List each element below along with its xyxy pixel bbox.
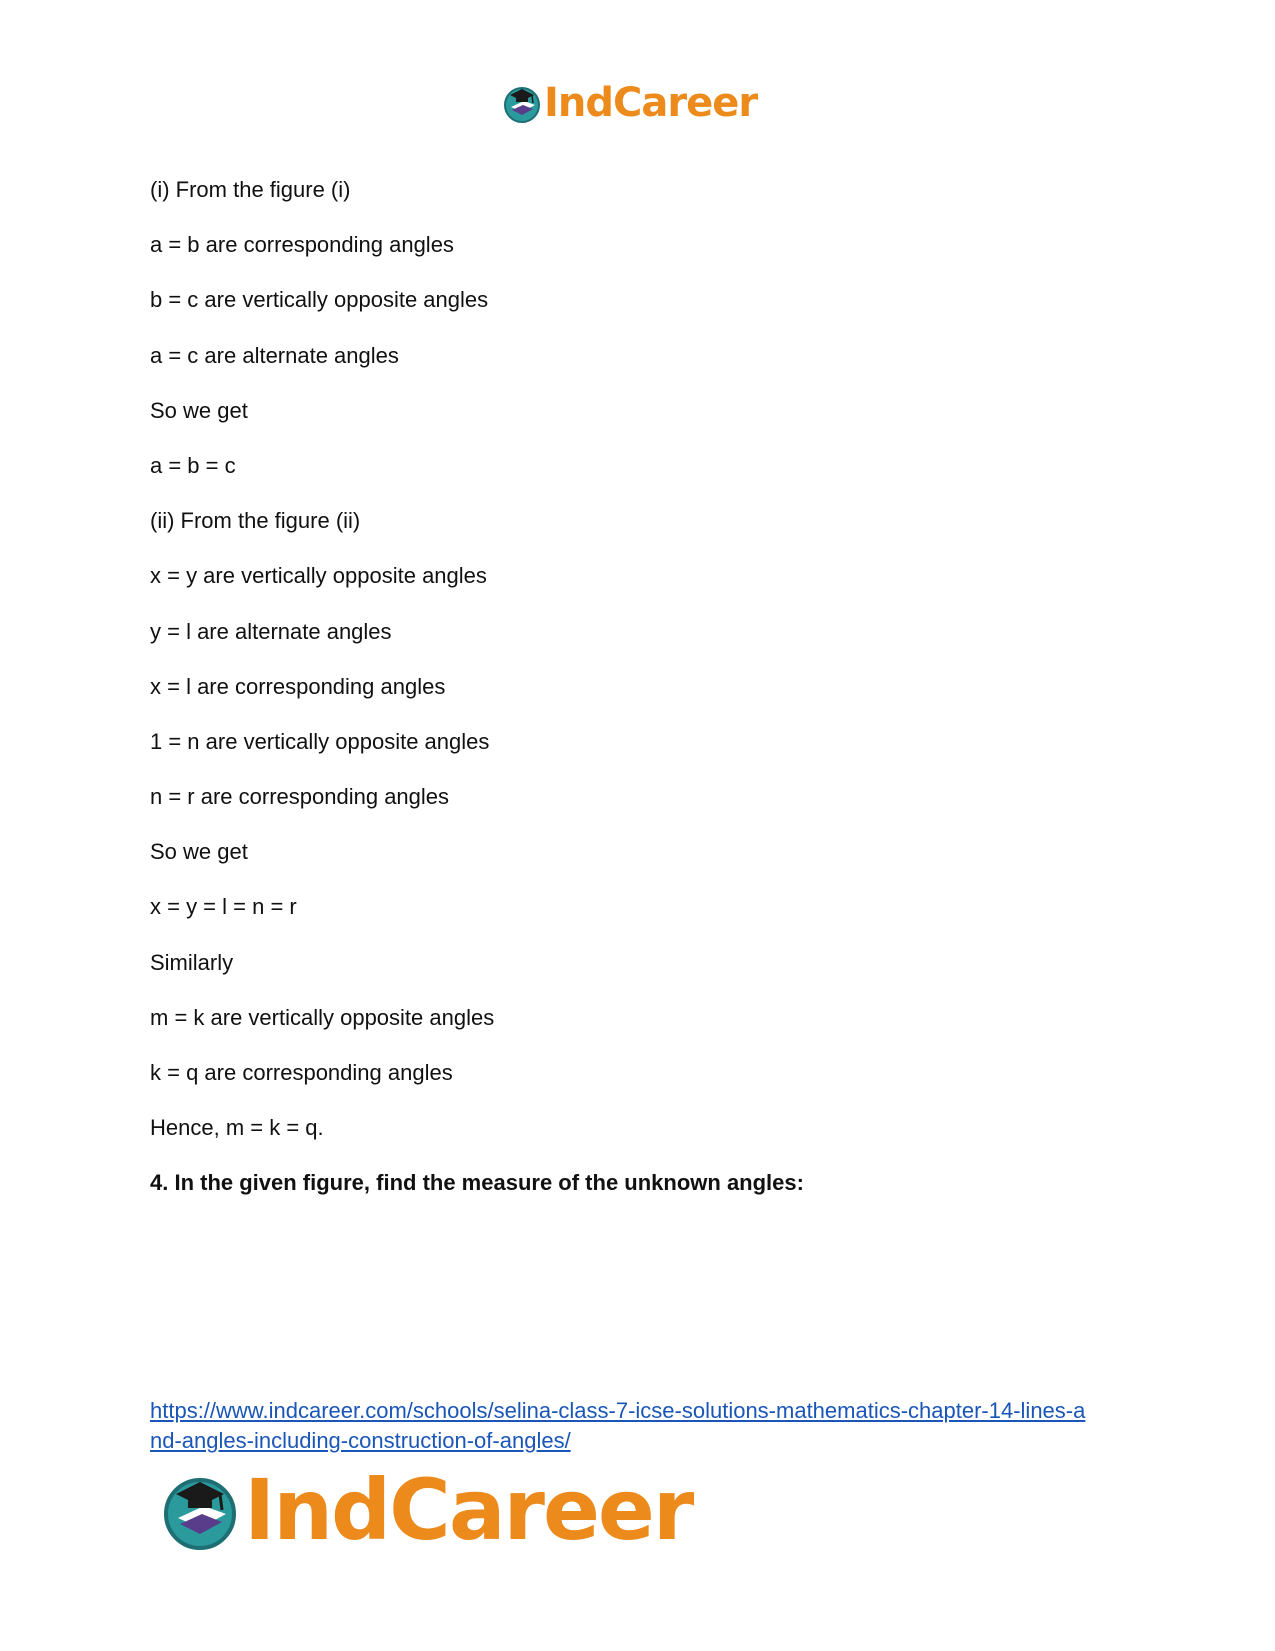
text-line: n = r are corresponding angles bbox=[150, 784, 450, 810]
logo-wordmark: IndCareer bbox=[544, 80, 758, 126]
text-line: x = y = l = n = r bbox=[150, 894, 297, 920]
header-logo bbox=[502, 78, 757, 128]
source-link-line-2[interactable]: nd-angles-including-construction-of-angles/ bbox=[150, 1428, 571, 1453]
text-line: (i) From the figure (i) bbox=[150, 177, 351, 202]
text-line: y = l are alternate angles bbox=[150, 618, 392, 644]
document-body bbox=[150, 176, 1130, 1225]
graduation-globe-icon bbox=[502, 83, 542, 123]
text-line: a = b are corresponding angles bbox=[150, 232, 454, 258]
text-line: x = y are vertically opposite angles bbox=[150, 563, 487, 589]
text-line: k = q are corresponding angles bbox=[150, 1060, 453, 1085]
logo-wordmark: IndCareer bbox=[244, 1461, 693, 1559]
source-link[interactable] bbox=[150, 1396, 1130, 1456]
text-line: a = c are alternate angles bbox=[150, 342, 399, 368]
text-line: So we get bbox=[150, 397, 248, 423]
source-link-line-1[interactable]: https://www.indcareer.com/schools/selina-class-7-icse-solutions-mathematics-chapter-14-lines-a bbox=[150, 1398, 1086, 1423]
text-line: m = k are vertically opposite angles bbox=[150, 1004, 495, 1030]
question-heading: 4. In the given figure, find the measure of the unknown angles: bbox=[150, 1170, 804, 1196]
text-line: (ii) From the figure (ii) bbox=[150, 508, 361, 534]
graduation-globe-icon bbox=[160, 1470, 240, 1550]
text-line: So we get bbox=[150, 839, 248, 865]
footer-logo bbox=[160, 1460, 692, 1560]
text-line: Hence, m = k = q. bbox=[150, 1115, 324, 1141]
text-line: Similarly bbox=[150, 949, 234, 975]
text-line: a = b = c bbox=[150, 452, 236, 478]
text-line: x = l are corresponding angles bbox=[150, 673, 446, 699]
text-line: 1 = n are vertically opposite angles bbox=[150, 728, 490, 754]
text-line: b = c are vertically opposite angles bbox=[150, 287, 489, 313]
